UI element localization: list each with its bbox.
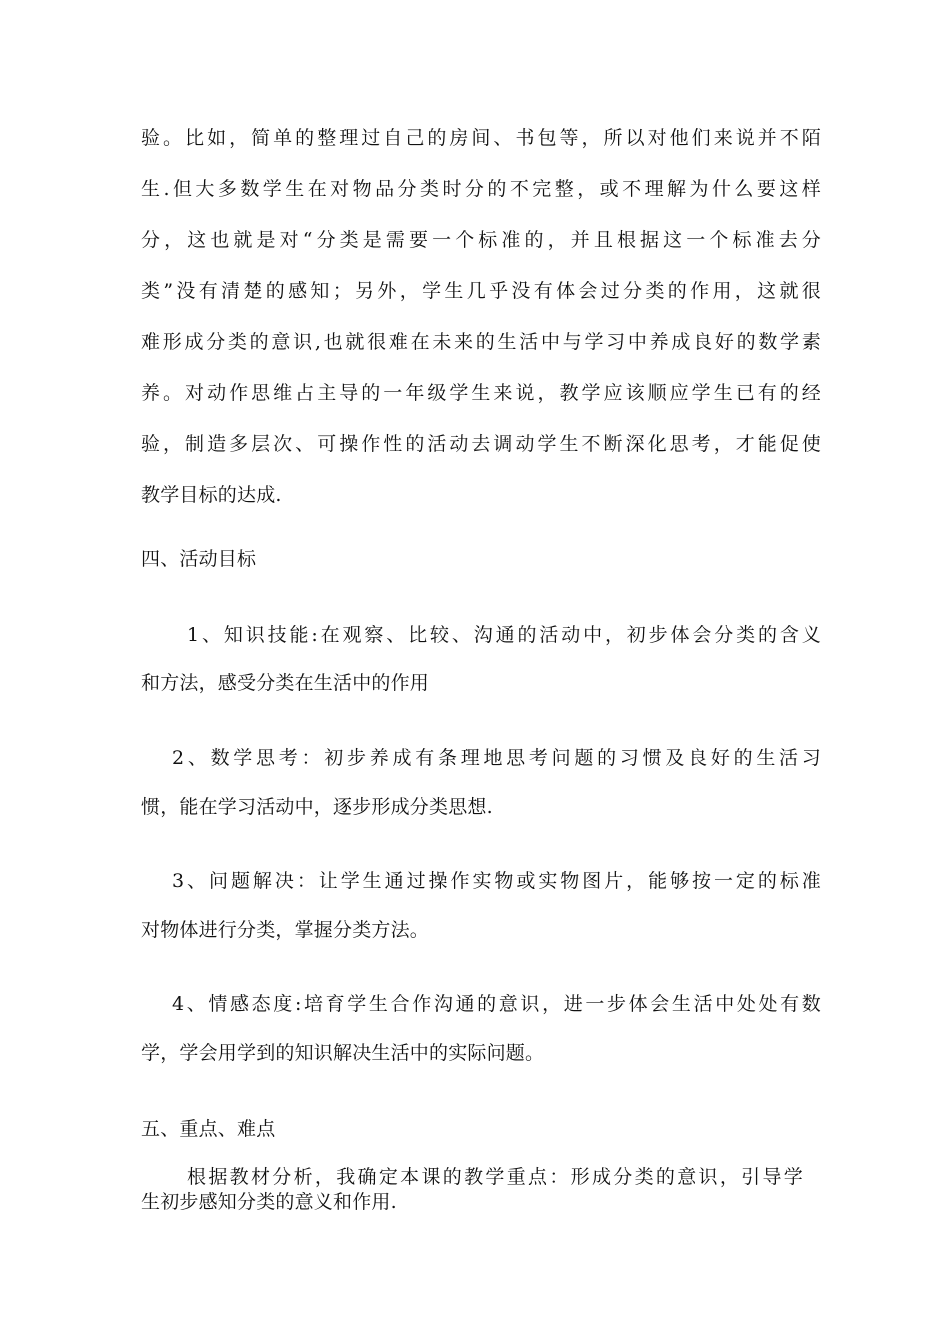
section-four-heading: 四、活动目标 [141, 548, 257, 570]
intro-line-7: 验，制造多层次、可操作性的活动去调动学生不断深化思考，才能促使 [141, 433, 821, 455]
intro-line-8: 教学目标的达成. [141, 484, 282, 506]
key-points-line-1: 根据教材分析，我确定本课的教学重点：形成分类的意识，引导学 [187, 1166, 803, 1188]
intro-line-5: 难形成分类的意识,也就很难在未来的生活中与学习中养成良好的数学素 [141, 331, 821, 353]
intro-line-6: 养。对动作思维占主导的一年级学生来说，教学应该顺应学生已有的经 [141, 382, 821, 404]
objective-1-line-2: 和方法，感受分类在生活中的作用 [141, 672, 430, 694]
intro-line-1: 验。比如，简单的整理过自己的房间、书包等，所以对他们来说并不陌 [141, 127, 821, 149]
intro-line-3: 分，这也就是对“分类是需要一个标准的，并且根据这一个标准去分 [141, 229, 821, 251]
key-points-line-2: 生初步感知分类的意义和作用. [141, 1191, 397, 1213]
objective-4-line-2: 学，学会用学到的知识解决生活中的实际问题。 [141, 1042, 545, 1064]
objective-2-line-1: 2、数学思考：初步养成有条理地思考问题的习惯及良好的生活习 [172, 747, 821, 769]
section-five-heading: 五、重点、难点 [141, 1118, 276, 1140]
intro-line-4: 类”没有清楚的感知；另外，学生几乎没有体会过分类的作用，这就很 [141, 280, 821, 302]
objective-3-line-2: 对物体进行分类，掌握分类方法。 [141, 919, 430, 941]
objective-2-line-2: 惯，能在学习活动中，逐步形成分类思想. [141, 796, 493, 818]
objective-4-line-1: 4、情感态度:培育学生合作沟通的意识，进一步体会生活中处处有数 [172, 993, 821, 1015]
objective-3-line-1: 3、问题解决：让学生通过操作实物或实物图片，能够按一定的标准 [172, 870, 821, 892]
objective-1-line-1: 1、知识技能:在观察、比较、沟通的活动中，初步体会分类的含义 [187, 624, 821, 646]
intro-line-2: 生.但大多数学生在对物品分类时分的不完整，或不理解为什么要这样 [141, 178, 821, 200]
